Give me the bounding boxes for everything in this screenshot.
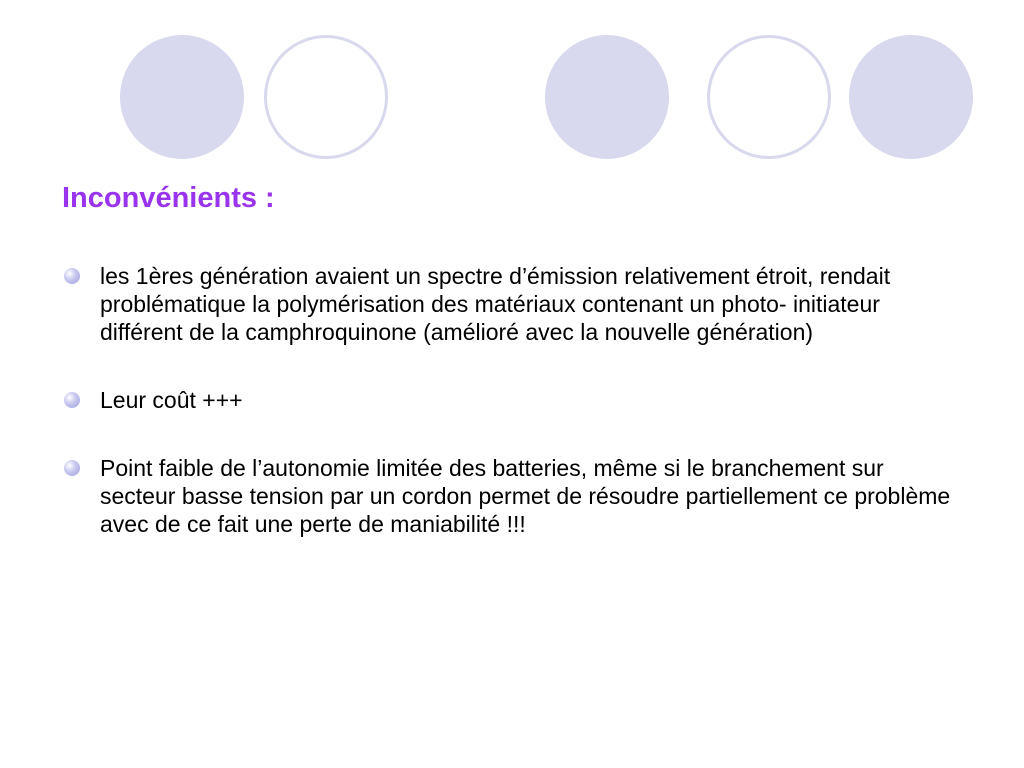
bullet-item (62, 262, 962, 346)
decorative-circle-filled (120, 35, 244, 159)
bullet-text: Leur coût +++ (100, 387, 243, 413)
decorative-circle-filled (545, 35, 669, 159)
decorative-circle-filled (849, 35, 973, 159)
bullet-dot-icon (64, 268, 80, 284)
bullet-text: Point faible de l’autonomie limitée des batteries, même si le branchement sur secteur basse tension par un cordon permet de résoudre partiellement ce problème avec de ce fait une perte de maniabilité !!! (100, 455, 951, 537)
decorative-circle-outline (264, 35, 388, 159)
bullet-text: les 1ères génération avaient un spectre d’émission relativement étroit, rendait problématique la polymérisation des matériaux contenant un photo- initiateur différent de la camphroquinone (amélioré avec la nouvelle génération) (100, 263, 891, 345)
bullet-list (62, 262, 962, 538)
slide-title: Inconvénients : (62, 182, 275, 214)
bullet-dot-icon (64, 460, 80, 476)
bullet-item (62, 386, 962, 414)
bullet-item (62, 454, 962, 538)
bullet-dot-icon (64, 392, 80, 408)
decorative-circle-outline (707, 35, 831, 159)
